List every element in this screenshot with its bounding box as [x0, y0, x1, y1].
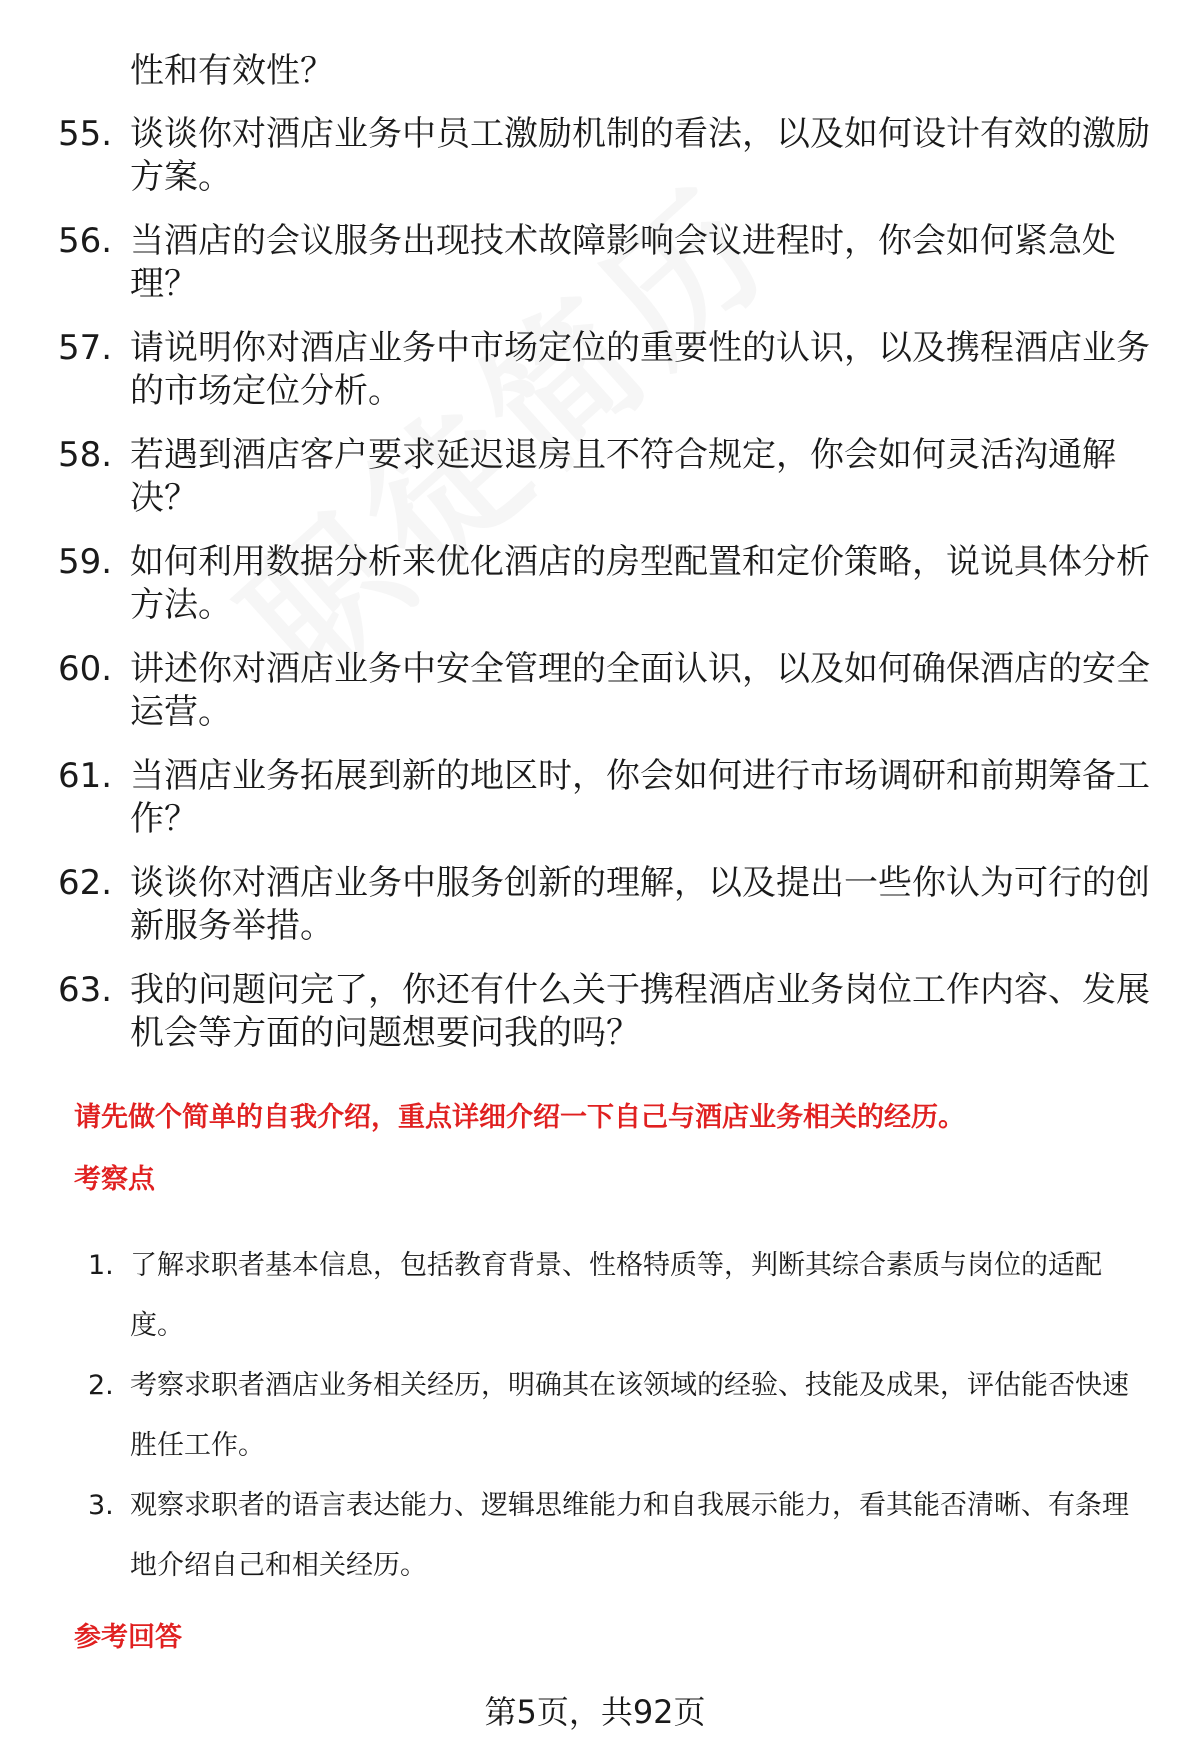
focus-point-number: 3.	[88, 1490, 114, 1521]
question-item	[0, 220, 1190, 306]
focus-point	[0, 1356, 1190, 1476]
question-text: 我的问题问完了，你还有什么关于携程酒店业务岗位工作内容、发展机会等方面的问题想要问我的吗？	[130, 970, 1150, 1053]
question-item	[0, 434, 1190, 520]
question-text: 当酒店业务拓展到新的地区时，你会如何进行市场调研和前期筹备工作？	[130, 756, 1150, 839]
question-item	[0, 969, 1190, 1055]
question-text: 谈谈你对酒店业务中员工激励机制的看法，以及如何设计有效的激励方案。	[130, 114, 1150, 197]
focus-point-text: 观察求职者的语言表达能力、逻辑思维能力和自我展示能力，看其能否清晰、有条理地介绍自己和相关经历。	[130, 1490, 1129, 1581]
question-number: 55.	[58, 114, 113, 154]
question-item	[0, 541, 1190, 627]
question-text: 若遇到酒店客户要求延迟退房且不符合规定，你会如何灵活沟通解决？	[130, 435, 1116, 518]
question-text: 讲述你对酒店业务中安全管理的全面认识，以及如何确保酒店的安全运营。	[130, 649, 1150, 732]
focus-point-text: 了解求职者基本信息，包括教育背景、性格特质等，判断其综合素质与岗位的适配度。	[130, 1250, 1102, 1341]
question-text: 如何利用数据分析来优化酒店的房型配置和定价策略，说说具体分析方法。	[130, 542, 1150, 625]
question-number: 62.	[58, 863, 113, 903]
question-number: 57.	[58, 328, 113, 368]
question-text: 请说明你对酒店业务中市场定位的重要性的认识，以及携程酒店业务的市场定位分析。	[130, 328, 1150, 411]
question-item	[0, 862, 1190, 948]
question-number: 61.	[58, 756, 113, 796]
question-item	[0, 113, 1190, 199]
focus-point-list	[0, 1236, 1190, 1596]
intro-question: 请先做个简单的自我介绍，重点详细介绍一下自己与酒店业务相关的经历。	[74, 1102, 965, 1133]
question-text: 当酒店的会议服务出现技术故障影响会议进程时，你会如何紧急处理？	[130, 221, 1116, 304]
question-item	[0, 648, 1190, 734]
page-footer: 第5页，共92页	[484, 1693, 706, 1731]
question-item	[0, 327, 1190, 413]
question-text: 谈谈你对酒店业务中服务创新的理解，以及提出一些你认为可行的创新服务举措。	[130, 863, 1150, 946]
question-number: 60.	[58, 649, 113, 689]
focus-point	[0, 1476, 1190, 1596]
question-number: 59.	[58, 542, 113, 582]
question-number: 58.	[58, 435, 113, 475]
question-list	[0, 50, 1190, 1076]
question-number: 56.	[58, 221, 113, 261]
focus-heading: 考察点	[74, 1164, 155, 1195]
question-number: 63.	[58, 970, 113, 1010]
focus-point-number: 1.	[88, 1250, 114, 1281]
question-continuation: 性和有效性？	[130, 51, 334, 91]
focus-point	[0, 1236, 1190, 1356]
focus-point-text: 考察求职者酒店业务相关经历，明确其在该领域的经验、技能及成果，评估能否快速胜任工作。	[130, 1370, 1129, 1461]
focus-point-number: 2.	[88, 1370, 114, 1401]
question-item	[0, 755, 1190, 841]
answer-heading: 参考回答	[74, 1622, 182, 1653]
